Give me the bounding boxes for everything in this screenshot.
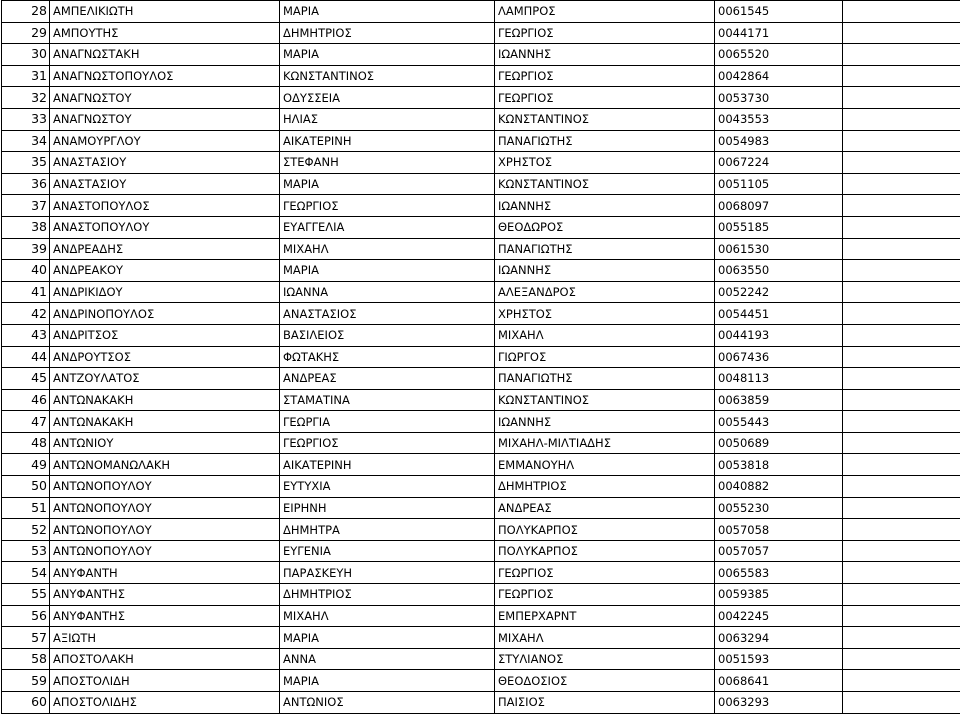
father-name-cell: ΠΑΙΣΙΟΣ — [495, 692, 715, 714]
empty-cell — [843, 540, 960, 562]
empty-cell — [843, 605, 960, 627]
row-number: 35 — [2, 152, 50, 174]
first-name-cell: ΓΕΩΡΓΙΟΣ — [280, 195, 495, 217]
empty-cell — [843, 454, 960, 476]
table-row — [2, 173, 960, 195]
father-name-cell: ΧΡΗΣΤΟΣ — [495, 303, 715, 325]
first-name-cell: ΑΝΝΑ — [280, 648, 495, 670]
table-row — [2, 65, 960, 87]
table-row — [2, 44, 960, 66]
father-name-cell: ΚΩΝΣΤΑΝΤΙΝΟΣ — [495, 389, 715, 411]
row-number: 42 — [2, 303, 50, 325]
first-name-cell: ΒΑΣΙΛΕΙΟΣ — [280, 324, 495, 346]
father-name-cell: ΕΜΜΑΝΟΥΗΛ — [495, 454, 715, 476]
table-row — [2, 152, 960, 174]
empty-cell — [843, 130, 960, 152]
row-number: 38 — [2, 216, 50, 238]
surname-cell: ΑΝΤΩΝΟΜΑΝΩΛΑΚΗ — [50, 454, 280, 476]
table-row — [2, 260, 960, 282]
father-name-cell: ΠΑΝΑΓΙΩΤΗΣ — [495, 130, 715, 152]
father-name-cell: ΙΩΑΝΝΗΣ — [495, 260, 715, 282]
father-name-cell: ΙΩΑΝΝΗΣ — [495, 44, 715, 66]
code-cell: 0055230 — [715, 497, 843, 519]
surname-cell: ΑΝΤΩΝΟΠΟΥΛΟΥ — [50, 519, 280, 541]
row-number: 50 — [2, 476, 50, 498]
father-name-cell: ΕΜΠΕΡΧΑΡΝΤ — [495, 605, 715, 627]
row-number: 30 — [2, 44, 50, 66]
code-cell: 0061530 — [715, 238, 843, 260]
father-name-cell: ΧΡΗΣΤΟΣ — [495, 152, 715, 174]
empty-cell — [843, 648, 960, 670]
first-name-cell: ΑΙΚΑΤΕΡΙΝΗ — [280, 454, 495, 476]
first-name-cell: ΣΤΕΦΑΝΗ — [280, 152, 495, 174]
father-name-cell: ΣΤΥΛΙΑΝΟΣ — [495, 648, 715, 670]
row-number: 47 — [2, 411, 50, 433]
surname-cell: ΑΝΑΓΝΩΣΤΟΥ — [50, 87, 280, 109]
row-number: 52 — [2, 519, 50, 541]
row-number: 48 — [2, 432, 50, 454]
code-cell: 0042864 — [715, 65, 843, 87]
father-name-cell: ΓΕΩΡΓΙΟΣ — [495, 65, 715, 87]
father-name-cell: ΜΙΧΑΗΛ — [495, 324, 715, 346]
father-name-cell: ΓΕΩΡΓΙΟΣ — [495, 87, 715, 109]
father-name-cell: ΜΙΧΑΗΛ — [495, 627, 715, 649]
table-row — [2, 627, 960, 649]
first-name-cell: ΜΙΧΑΗΛ — [280, 605, 495, 627]
father-name-cell: ΓΕΩΡΓΙΟΣ — [495, 22, 715, 44]
code-cell: 0063294 — [715, 627, 843, 649]
table-body — [2, 1, 960, 714]
row-number: 43 — [2, 324, 50, 346]
surname-cell: ΑΝΑΣΤΟΠΟΥΛΟΥ — [50, 216, 280, 238]
father-name-cell: ΙΩΑΝΝΗΣ — [495, 411, 715, 433]
empty-cell — [843, 476, 960, 498]
table-row — [2, 562, 960, 584]
table-row — [2, 648, 960, 670]
code-cell: 0057057 — [715, 540, 843, 562]
surname-cell: ΑΝΤΩΝΟΠΟΥΛΟΥ — [50, 476, 280, 498]
surname-cell: ΑΠΟΣΤΟΛΙΔΗΣ — [50, 692, 280, 714]
row-number: 57 — [2, 627, 50, 649]
first-name-cell: ΓΕΩΡΓΙΑ — [280, 411, 495, 433]
first-name-cell: ΚΩΝΣΤΑΝΤΙΝΟΣ — [280, 65, 495, 87]
empty-cell — [843, 562, 960, 584]
first-name-cell: ΕΥΓΕΝΙΑ — [280, 540, 495, 562]
surname-cell: ΑΝΤΩΝΑΚΑΚΗ — [50, 411, 280, 433]
surname-cell: ΑΝΥΦΑΝΤΗΣ — [50, 584, 280, 606]
first-name-cell: ΔΗΜΗΤΡΙΟΣ — [280, 22, 495, 44]
surname-cell: ΑΝΤΩΝΟΠΟΥΛΟΥ — [50, 497, 280, 519]
row-number: 44 — [2, 346, 50, 368]
table-row — [2, 411, 960, 433]
empty-cell — [843, 281, 960, 303]
row-number: 59 — [2, 670, 50, 692]
father-name-cell: ΓΕΩΡΓΙΟΣ — [495, 562, 715, 584]
empty-cell — [843, 1, 960, 23]
first-name-cell: ΔΗΜΗΤΡΑ — [280, 519, 495, 541]
surname-cell: ΑΝΑΜΟΥΡΓΛΟΥ — [50, 130, 280, 152]
code-cell: 0065520 — [715, 44, 843, 66]
first-name-cell: ΜΑΡΙΑ — [280, 44, 495, 66]
row-number: 51 — [2, 497, 50, 519]
empty-cell — [843, 519, 960, 541]
surname-cell: ΑΝΤΩΝΟΠΟΥΛΟΥ — [50, 540, 280, 562]
code-cell: 0067224 — [715, 152, 843, 174]
code-cell: 0054983 — [715, 130, 843, 152]
surname-cell: ΑΝΑΓΝΩΣΤΑΚΗ — [50, 44, 280, 66]
first-name-cell: ΕΥΑΓΓΕΛΙΑ — [280, 216, 495, 238]
first-name-cell: ΜΙΧΑΗΛ — [280, 238, 495, 260]
code-cell: 0043553 — [715, 108, 843, 130]
row-number: 31 — [2, 65, 50, 87]
code-cell: 0059385 — [715, 584, 843, 606]
table-row — [2, 389, 960, 411]
father-name-cell: ΙΩΑΝΝΗΣ — [495, 195, 715, 217]
father-name-cell: ΘΕΟΔΩΡΟΣ — [495, 216, 715, 238]
empty-cell — [843, 195, 960, 217]
row-number: 29 — [2, 22, 50, 44]
code-cell: 0055185 — [715, 216, 843, 238]
table-row — [2, 476, 960, 498]
row-number: 28 — [2, 1, 50, 23]
empty-cell — [843, 368, 960, 390]
father-name-cell: ΓΙΩΡΓΟΣ — [495, 346, 715, 368]
father-name-cell: ΛΑΜΠΡΟΣ — [495, 1, 715, 23]
table-row — [2, 195, 960, 217]
row-number: 34 — [2, 130, 50, 152]
table-row — [2, 368, 960, 390]
row-number: 39 — [2, 238, 50, 260]
code-cell: 0052242 — [715, 281, 843, 303]
empty-cell — [843, 260, 960, 282]
surname-cell: ΑΝΑΣΤΑΣΙΟΥ — [50, 173, 280, 195]
row-number: 33 — [2, 108, 50, 130]
empty-cell — [843, 303, 960, 325]
empty-cell — [843, 627, 960, 649]
father-name-cell: ΓΕΩΡΓΙΟΣ — [495, 584, 715, 606]
code-cell: 0063550 — [715, 260, 843, 282]
table-row — [2, 346, 960, 368]
empty-cell — [843, 238, 960, 260]
first-name-cell: ΦΩΤΑΚΗΣ — [280, 346, 495, 368]
first-name-cell: ΕΙΡΗΝΗ — [280, 497, 495, 519]
father-name-cell: ΠΟΛΥΚΑΡΠΟΣ — [495, 540, 715, 562]
empty-cell — [843, 497, 960, 519]
code-cell: 0063859 — [715, 389, 843, 411]
surname-cell: ΑΝΔΡΙΤΣΟΣ — [50, 324, 280, 346]
row-number: 55 — [2, 584, 50, 606]
first-name-cell: ΜΑΡΙΑ — [280, 260, 495, 282]
first-name-cell: ΑΝΤΩΝΙΟΣ — [280, 692, 495, 714]
empty-cell — [843, 44, 960, 66]
empty-cell — [843, 346, 960, 368]
surname-cell: ΑΝΔΡΕΑΔΗΣ — [50, 238, 280, 260]
surname-cell: ΑΝΤΩΝΙΟΥ — [50, 432, 280, 454]
first-name-cell: ΠΑΡΑΣΚΕΥΗ — [280, 562, 495, 584]
code-cell: 0048113 — [715, 368, 843, 390]
row-number: 37 — [2, 195, 50, 217]
surname-cell: ΑΝΔΡΟΥΤΣΟΣ — [50, 346, 280, 368]
father-name-cell: ΠΟΛΥΚΑΡΠΟΣ — [495, 519, 715, 541]
table-row — [2, 584, 960, 606]
surname-cell: ΑΝΔΡΕΑΚΟΥ — [50, 260, 280, 282]
surname-cell: ΑΝΑΓΝΩΣΤΟΠΟΥΛΟΣ — [50, 65, 280, 87]
code-cell: 0044193 — [715, 324, 843, 346]
empty-cell — [843, 324, 960, 346]
first-name-cell: ΑΝΑΣΤΑΣΙΟΣ — [280, 303, 495, 325]
empty-cell — [843, 670, 960, 692]
table-row — [2, 670, 960, 692]
first-name-cell: ΙΩΑΝΝΑ — [280, 281, 495, 303]
first-name-cell: ΔΗΜΗΤΡΙΟΣ — [280, 584, 495, 606]
father-name-cell: ΑΛΕΞΑΝΔΡΟΣ — [495, 281, 715, 303]
code-cell: 0063293 — [715, 692, 843, 714]
empty-cell — [843, 108, 960, 130]
father-name-cell: ΔΗΜΗΤΡΙΟΣ — [495, 476, 715, 498]
table-row — [2, 324, 960, 346]
row-number: 32 — [2, 87, 50, 109]
empty-cell — [843, 22, 960, 44]
table-row — [2, 87, 960, 109]
table-row — [2, 281, 960, 303]
code-cell: 0067436 — [715, 346, 843, 368]
empty-cell — [843, 216, 960, 238]
table-row — [2, 454, 960, 476]
first-name-cell: ΟΔΥΣΣΕΙΑ — [280, 87, 495, 109]
code-cell: 0050689 — [715, 432, 843, 454]
surname-cell: ΑΝΔΡΙΚΙΔΟΥ — [50, 281, 280, 303]
table-row — [2, 605, 960, 627]
table-row — [2, 238, 960, 260]
table-row — [2, 540, 960, 562]
row-number: 40 — [2, 260, 50, 282]
empty-cell — [843, 389, 960, 411]
row-number: 53 — [2, 540, 50, 562]
code-cell: 0053818 — [715, 454, 843, 476]
surname-cell: ΑΝΤΩΝΑΚΑΚΗ — [50, 389, 280, 411]
code-cell: 0057058 — [715, 519, 843, 541]
row-number: 36 — [2, 173, 50, 195]
first-name-cell: ΣΤΑΜΑΤΙΝΑ — [280, 389, 495, 411]
row-number: 45 — [2, 368, 50, 390]
code-cell: 0042245 — [715, 605, 843, 627]
row-number: 49 — [2, 454, 50, 476]
table-row — [2, 303, 960, 325]
table-row — [2, 692, 960, 714]
names-table — [1, 0, 960, 714]
table-row — [2, 108, 960, 130]
table-row — [2, 497, 960, 519]
first-name-cell: ΜΑΡΙΑ — [280, 173, 495, 195]
code-cell: 0044171 — [715, 22, 843, 44]
code-cell: 0068641 — [715, 670, 843, 692]
table-row — [2, 22, 960, 44]
surname-cell: ΑΠΟΣΤΟΛΙΔΗ — [50, 670, 280, 692]
first-name-cell: ΕΥΤΥΧΙΑ — [280, 476, 495, 498]
first-name-cell: ΜΑΡΙΑ — [280, 670, 495, 692]
code-cell: 0055443 — [715, 411, 843, 433]
table-row — [2, 1, 960, 23]
empty-cell — [843, 411, 960, 433]
surname-cell: ΑΝΔΡΙΝΟΠΟΥΛΟΣ — [50, 303, 280, 325]
first-name-cell: ΜΑΡΙΑ — [280, 1, 495, 23]
surname-cell: ΑΞΙΩΤΗ — [50, 627, 280, 649]
empty-cell — [843, 152, 960, 174]
first-name-cell: ΑΙΚΑΤΕΡΙΝΗ — [280, 130, 495, 152]
code-cell: 0061545 — [715, 1, 843, 23]
empty-cell — [843, 173, 960, 195]
father-name-cell: ΜΙΧΑΗΛ-ΜΙΛΤΙΑΔΗΣ — [495, 432, 715, 454]
surname-cell: ΑΝΑΓΝΩΣΤΟΥ — [50, 108, 280, 130]
code-cell: 0040882 — [715, 476, 843, 498]
surname-cell: ΑΝΑΣΤΟΠΟΥΛΟΣ — [50, 195, 280, 217]
surname-cell: ΑΝΑΣΤΑΣΙΟΥ — [50, 152, 280, 174]
code-cell: 0065583 — [715, 562, 843, 584]
father-name-cell: ΠΑΝΑΓΙΩΤΗΣ — [495, 238, 715, 260]
table-row — [2, 432, 960, 454]
empty-cell — [843, 692, 960, 714]
code-cell: 0054451 — [715, 303, 843, 325]
father-name-cell: ΚΩΝΣΤΑΝΤΙΝΟΣ — [495, 108, 715, 130]
code-cell: 0051593 — [715, 648, 843, 670]
table-row — [2, 519, 960, 541]
table-row — [2, 130, 960, 152]
empty-cell — [843, 87, 960, 109]
surname-cell: ΑΜΠΕΛΙΚΙΩΤΗ — [50, 1, 280, 23]
father-name-cell: ΘΕΟΔΟΣΙΟΣ — [495, 670, 715, 692]
father-name-cell: ΑΝΔΡΕΑΣ — [495, 497, 715, 519]
code-cell: 0051105 — [715, 173, 843, 195]
surname-cell: ΑΜΠΟΥΤΗΣ — [50, 22, 280, 44]
father-name-cell: ΠΑΝΑΓΙΩΤΗΣ — [495, 368, 715, 390]
first-name-cell: ΑΝΔΡΕΑΣ — [280, 368, 495, 390]
empty-cell — [843, 432, 960, 454]
first-name-cell: ΜΑΡΙΑ — [280, 627, 495, 649]
code-cell: 0068097 — [715, 195, 843, 217]
row-number: 56 — [2, 605, 50, 627]
row-number: 60 — [2, 692, 50, 714]
row-number: 54 — [2, 562, 50, 584]
surname-cell: ΑΝΥΦΑΝΤΗΣ — [50, 605, 280, 627]
empty-cell — [843, 65, 960, 87]
row-number: 41 — [2, 281, 50, 303]
first-name-cell: ΗΛΙΑΣ — [280, 108, 495, 130]
surname-cell: ΑΝΤΖΟΥΛΑΤΟΣ — [50, 368, 280, 390]
surname-cell: ΑΠΟΣΤΟΛΑΚΗ — [50, 648, 280, 670]
row-number: 58 — [2, 648, 50, 670]
father-name-cell: ΚΩΝΣΤΑΝΤΙΝΟΣ — [495, 173, 715, 195]
surname-cell: ΑΝΥΦΑΝΤΗ — [50, 562, 280, 584]
empty-cell — [843, 584, 960, 606]
first-name-cell: ΓΕΩΡΓΙΟΣ — [280, 432, 495, 454]
table-row — [2, 216, 960, 238]
code-cell: 0053730 — [715, 87, 843, 109]
row-number: 46 — [2, 389, 50, 411]
